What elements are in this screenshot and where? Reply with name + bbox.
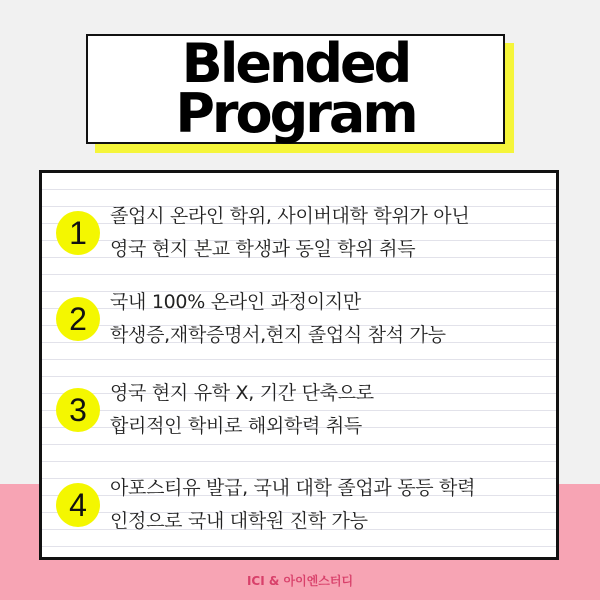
title-line-2: Program [175, 82, 416, 145]
number-badge: 3 [56, 388, 100, 432]
item-text [110, 286, 446, 352]
item-line-2: 영국 현지 본교 학생과 동일 학위 취득 [110, 238, 416, 260]
item-line-2: 합리적인 학비로 해외학력 취득 [110, 415, 362, 437]
info-card [39, 170, 559, 560]
list-item [56, 200, 552, 270]
item-text [110, 472, 475, 538]
item-line-1: 국내 100% 온라인 과정이지만 [110, 291, 361, 313]
item-text [110, 200, 469, 266]
item-line-1: 아포스티유 발급, 국내 대학 졸업과 동등 학력 [110, 477, 476, 499]
title-box [86, 34, 505, 144]
item-text [110, 377, 374, 443]
list-item [56, 472, 552, 542]
number-badge: 4 [56, 483, 100, 527]
item-line-2: 학생증,재학증명서,현지 졸업식 참석 가능 [110, 324, 446, 346]
item-line-2: 인정으로 국내 대학원 진학 가능 [110, 510, 368, 532]
list-item [56, 377, 552, 447]
footer-brand: ICI & 아이엔스터디 [246, 574, 354, 588]
number-badge: 2 [56, 297, 100, 341]
list-item [56, 286, 552, 356]
item-line-1: 영국 현지 유학 X, 기간 단축으로 [110, 382, 374, 404]
title-line-1: Blended [181, 32, 410, 95]
item-line-1: 졸업시 온라인 학위, 사이버대학 학위가 아닌 [110, 205, 470, 227]
number-badge: 1 [56, 211, 100, 255]
